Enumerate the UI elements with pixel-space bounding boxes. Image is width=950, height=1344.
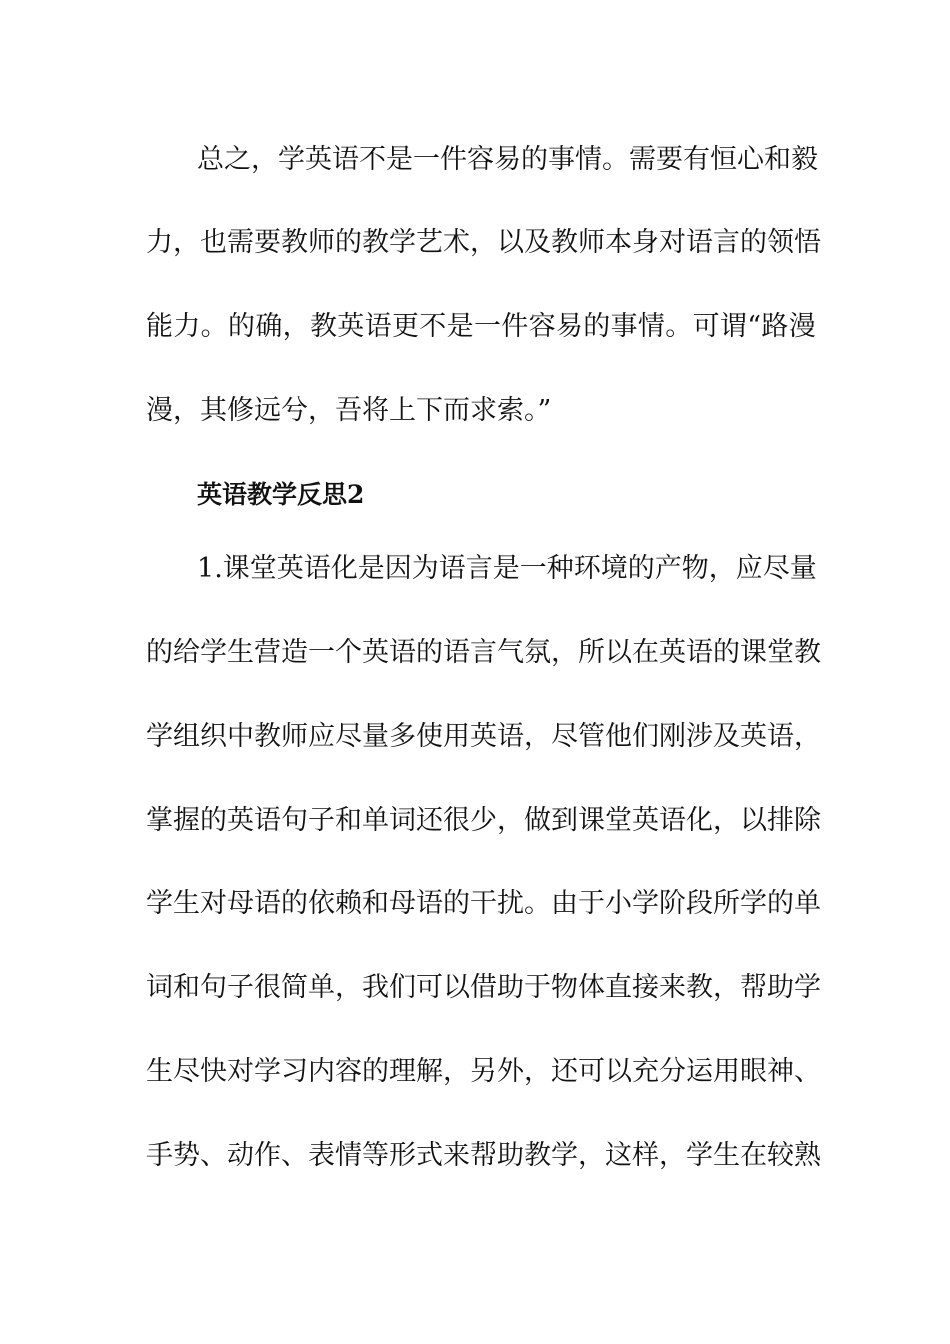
text-glyph: 情 [335, 1140, 362, 1171]
text-glyph: 单 [794, 888, 821, 919]
text-glyph: 1 [197, 553, 215, 584]
text-glyph: 英 [659, 637, 686, 668]
text-glyph: 语 [254, 888, 281, 919]
text-glyph: 涉 [686, 721, 713, 752]
text-glyph: 干 [470, 888, 497, 919]
text-glyph: 还 [416, 805, 443, 836]
paragraph-2-line-7 [146, 1056, 821, 1088]
text-glyph: 尽 [335, 721, 362, 752]
text-glyph: ， [497, 805, 524, 836]
text-glyph: 情 [637, 311, 665, 342]
text-glyph: 我 [362, 972, 389, 1003]
text-glyph: “ [747, 311, 762, 342]
text-glyph: 英 [305, 144, 332, 175]
text-glyph: 量 [362, 721, 389, 752]
text-glyph: 有 [683, 144, 710, 175]
paragraph-2-line-3 [146, 721, 821, 753]
text-glyph: 接 [632, 972, 659, 1003]
text-glyph: 除 [794, 805, 821, 836]
text-glyph: 化 [686, 805, 713, 836]
paragraph-2-line-2 [146, 637, 821, 669]
text-glyph: 小 [605, 888, 632, 919]
text-glyph: 语 [686, 227, 713, 258]
text-glyph: 助 [767, 972, 794, 1003]
text-glyph: 英 [740, 721, 767, 752]
text-glyph: 之 [224, 144, 251, 175]
text-glyph: 不 [419, 311, 447, 342]
text-glyph: 学 [686, 1140, 713, 1171]
text-glyph: 等 [362, 1140, 389, 1171]
text-glyph: 教 [551, 227, 578, 258]
text-glyph: 快 [200, 1056, 227, 1087]
text-glyph: 段 [686, 888, 713, 919]
text-glyph: 理 [389, 1056, 416, 1087]
text-glyph: 为 [411, 553, 439, 584]
paragraph-1-line-2 [146, 227, 821, 259]
text-glyph: 。 [665, 311, 693, 342]
text-glyph: 。 [602, 144, 629, 175]
text-glyph: 化 [330, 553, 358, 584]
text-glyph: 的 [521, 144, 548, 175]
text-glyph: 容 [335, 1056, 362, 1087]
text-glyph: 师 [281, 721, 308, 752]
text-glyph: 确 [255, 311, 283, 342]
text-glyph: 事 [548, 144, 575, 175]
text-glyph: 语 [443, 637, 470, 668]
text-glyph: 所 [578, 637, 605, 668]
text-glyph: 动 [227, 1140, 254, 1171]
text-glyph: 生 [146, 1056, 173, 1087]
text-glyph: 件 [501, 311, 529, 342]
text-glyph: 学 [740, 888, 767, 919]
text-glyph: 、 [794, 1056, 821, 1087]
text-glyph: 是 [492, 553, 520, 584]
text-glyph: ， [551, 637, 578, 668]
text-glyph: 少 [470, 805, 497, 836]
text-glyph: 英 [470, 721, 497, 752]
text-glyph: 以 [605, 1056, 632, 1087]
text-glyph: 解 [416, 1056, 443, 1087]
text-glyph: 境 [600, 553, 628, 584]
paragraph-2-line-5 [146, 888, 821, 920]
text-glyph: 外 [497, 1056, 524, 1087]
text-glyph: 作 [254, 1140, 281, 1171]
text-glyph: 的 [362, 1056, 389, 1087]
text-glyph: ， [794, 721, 821, 752]
text-glyph: 握 [173, 805, 200, 836]
paragraph-2-line-1 [197, 553, 817, 585]
paragraph-1-line-4: 漫，其修远兮，吾将上下而求索。” [146, 395, 552, 426]
text-glyph: 因 [384, 553, 412, 584]
text-glyph: 子 [308, 805, 335, 836]
text-glyph: 需 [629, 144, 656, 175]
text-glyph: 充 [632, 1056, 659, 1087]
text-glyph: 他 [605, 721, 632, 752]
paragraph-1-line-1 [197, 144, 818, 176]
text-glyph: 英 [227, 805, 254, 836]
text-glyph: 多 [389, 721, 416, 752]
text-glyph: 中 [227, 721, 254, 752]
text-glyph: 及 [713, 721, 740, 752]
text-glyph: 的 [740, 227, 767, 258]
text-glyph: 母 [227, 888, 254, 919]
text-glyph: 力 [173, 311, 201, 342]
text-glyph: 所 [713, 888, 740, 919]
text-glyph: 习 [281, 1056, 308, 1087]
section-heading: 英语教学反思2 [197, 480, 365, 509]
text-glyph: 可 [692, 311, 720, 342]
text-glyph: 熟 [794, 1140, 821, 1171]
text-glyph: ， [335, 972, 362, 1003]
text-glyph: 直 [605, 972, 632, 1003]
text-glyph: 教 [524, 1140, 551, 1171]
text-glyph: 阶 [659, 888, 686, 919]
text-glyph: 的 [767, 888, 794, 919]
text-glyph: 语 [364, 311, 392, 342]
text-glyph: 气 [497, 637, 524, 668]
text-glyph: 学 [794, 972, 821, 1003]
text-glyph: 生 [227, 637, 254, 668]
text-glyph: 母 [389, 888, 416, 919]
text-glyph: 是 [386, 144, 413, 175]
text-glyph: 助 [497, 1140, 524, 1171]
text-glyph: 借 [470, 972, 497, 1003]
text-glyph: 以 [740, 805, 767, 836]
text-glyph: 的 [335, 227, 362, 258]
text-glyph: 语 [416, 888, 443, 919]
text-glyph: 由 [551, 888, 578, 919]
paragraph-2-line-4 [146, 805, 821, 837]
text-glyph: 艺 [416, 227, 443, 258]
text-glyph: 体 [578, 972, 605, 1003]
text-glyph: 学 [632, 888, 659, 919]
text-glyph: 很 [443, 805, 470, 836]
text-glyph: 学 [389, 227, 416, 258]
text-glyph: 助 [497, 972, 524, 1003]
text-glyph: 单 [308, 972, 335, 1003]
text-glyph: 帮 [740, 972, 767, 1003]
text-glyph: 很 [254, 972, 281, 1003]
text-glyph: 需 [227, 227, 254, 258]
text-glyph: ， [713, 805, 740, 836]
text-glyph: 学 [200, 637, 227, 668]
text-glyph: 掌 [146, 805, 173, 836]
text-glyph: 语 [767, 721, 794, 752]
text-glyph: 简 [281, 972, 308, 1003]
text-glyph: 件 [440, 144, 467, 175]
text-glyph: 这 [605, 1140, 632, 1171]
text-glyph: 的 [627, 553, 655, 584]
text-glyph: 学 [146, 721, 173, 752]
text-glyph: 课 [578, 805, 605, 836]
text-glyph: 语 [389, 637, 416, 668]
text-glyph: 悟 [794, 227, 821, 258]
text-glyph: 以 [443, 972, 470, 1003]
text-glyph: 还 [551, 1056, 578, 1087]
text-glyph: 的 [416, 637, 443, 668]
text-glyph: 词 [146, 972, 173, 1003]
text-glyph: 排 [767, 805, 794, 836]
text-glyph: 刚 [659, 721, 686, 752]
text-glyph: 对 [200, 888, 227, 919]
text-glyph: 更 [391, 311, 419, 342]
text-glyph: 管 [578, 721, 605, 752]
text-glyph: 能 [146, 311, 173, 342]
text-glyph: 生 [713, 1140, 740, 1171]
text-glyph: 易 [555, 311, 583, 342]
text-glyph: 言 [470, 637, 497, 668]
text-glyph: ， [282, 311, 310, 342]
text-glyph: 术 [443, 227, 470, 258]
text-glyph: 来 [443, 1140, 470, 1171]
text-glyph: 眼 [740, 1056, 767, 1087]
text-glyph: 力 [146, 227, 173, 258]
text-glyph: 和 [335, 805, 362, 836]
text-glyph: 对 [659, 227, 686, 258]
text-glyph: 词 [389, 805, 416, 836]
text-glyph: 尽 [173, 1056, 200, 1087]
text-glyph: 一 [473, 311, 501, 342]
text-glyph: 势 [173, 1140, 200, 1171]
text-glyph: 教 [309, 311, 337, 342]
text-glyph: 以 [605, 637, 632, 668]
text-glyph: 们 [632, 721, 659, 752]
text-glyph: 量 [789, 553, 817, 584]
text-glyph: 依 [308, 888, 335, 919]
text-glyph: 的 [583, 311, 611, 342]
text-glyph: 内 [308, 1056, 335, 1087]
text-glyph: 应 [735, 553, 763, 584]
text-glyph: ， [470, 227, 497, 258]
text-glyph: 事 [610, 311, 638, 342]
text-glyph: 尽 [551, 721, 578, 752]
text-glyph: 式 [416, 1140, 443, 1171]
text-glyph: 路 [761, 311, 789, 342]
text-glyph: 单 [362, 805, 389, 836]
text-glyph: 到 [551, 805, 578, 836]
text-glyph: 要 [656, 144, 683, 175]
text-glyph: 分 [659, 1056, 686, 1087]
text-glyph: 恒 [710, 144, 737, 175]
text-glyph: ， [524, 1056, 551, 1087]
text-glyph: 语 [686, 637, 713, 668]
text-glyph: 组 [173, 721, 200, 752]
text-glyph: 物 [681, 553, 709, 584]
text-glyph: 语 [332, 144, 359, 175]
text-glyph: 堂 [767, 637, 794, 668]
text-glyph: 给 [173, 637, 200, 668]
text-glyph: 教 [281, 227, 308, 258]
text-glyph: 不 [359, 144, 386, 175]
text-glyph: 课 [222, 553, 250, 584]
text-glyph: 和 [173, 972, 200, 1003]
text-glyph: 在 [632, 637, 659, 668]
text-glyph: 毅 [791, 144, 818, 175]
text-glyph: 形 [389, 1140, 416, 1171]
text-glyph: 于 [578, 888, 605, 919]
text-glyph: 堂 [605, 805, 632, 836]
text-glyph: 一 [308, 637, 335, 668]
text-glyph: 用 [443, 721, 470, 752]
text-glyph: 用 [713, 1056, 740, 1087]
text-glyph: ， [173, 227, 200, 258]
text-glyph: 句 [200, 972, 227, 1003]
text-glyph: 生 [173, 888, 200, 919]
text-glyph: 也 [200, 227, 227, 258]
text-glyph: 语 [303, 553, 331, 584]
text-glyph: 的 [443, 888, 470, 919]
text-glyph: 言 [713, 227, 740, 258]
text-glyph: 学 [146, 888, 173, 919]
text-glyph: 种 [546, 553, 574, 584]
text-glyph: 个 [335, 637, 362, 668]
text-glyph: 本 [605, 227, 632, 258]
text-glyph: 容 [467, 144, 494, 175]
text-glyph: 应 [308, 721, 335, 752]
text-glyph: 堂 [249, 553, 277, 584]
text-glyph: ， [251, 144, 278, 175]
text-glyph: 对 [227, 1056, 254, 1087]
paragraph-2-line-6 [146, 972, 821, 1004]
text-glyph: 语 [497, 721, 524, 752]
text-glyph: 语 [659, 805, 686, 836]
text-glyph: 表 [308, 1140, 335, 1171]
text-glyph: 语 [438, 553, 466, 584]
text-glyph: 织 [200, 721, 227, 752]
paragraph-1-line-3 [146, 311, 816, 343]
text-glyph: 学 [278, 144, 305, 175]
text-glyph: 语 [254, 805, 281, 836]
text-glyph: ， [659, 1140, 686, 1171]
text-glyph: 易 [494, 144, 521, 175]
text-glyph: 。 [524, 888, 551, 919]
text-glyph: 物 [551, 972, 578, 1003]
text-glyph: 身 [632, 227, 659, 258]
text-glyph: 可 [578, 1056, 605, 1087]
text-glyph: 漫 [788, 311, 816, 342]
text-glyph: 赖 [335, 888, 362, 919]
text-glyph: 课 [740, 637, 767, 668]
text-glyph: 心 [737, 144, 764, 175]
text-glyph: 的 [227, 311, 255, 342]
text-glyph: 的 [281, 888, 308, 919]
text-glyph: ， [443, 1056, 470, 1087]
text-glyph: 领 [767, 227, 794, 258]
paragraph-2-line-8 [146, 1140, 821, 1172]
text-glyph: 来 [659, 972, 686, 1003]
text-glyph: 营 [254, 637, 281, 668]
text-glyph: 。 [200, 311, 228, 342]
text-glyph: 英 [276, 553, 304, 584]
text-glyph: 教 [794, 637, 821, 668]
text-glyph: 运 [686, 1056, 713, 1087]
text-glyph: 和 [362, 888, 389, 919]
text-glyph: 的 [200, 805, 227, 836]
text-glyph: 学 [254, 1056, 281, 1087]
text-glyph: 另 [470, 1056, 497, 1087]
text-glyph: ， [713, 972, 740, 1003]
text-glyph: 谓 [719, 311, 747, 342]
text-glyph: 帮 [470, 1140, 497, 1171]
text-glyph: 及 [524, 227, 551, 258]
text-glyph: 扰 [497, 888, 524, 919]
text-glyph: 在 [740, 1140, 767, 1171]
text-glyph: 情 [575, 144, 602, 175]
text-glyph: 英 [362, 637, 389, 668]
text-glyph: 容 [528, 311, 556, 342]
text-glyph: 英 [337, 311, 365, 342]
text-glyph: 一 [413, 144, 440, 175]
text-glyph: 的 [713, 637, 740, 668]
text-glyph: 尽 [762, 553, 790, 584]
text-glyph: 氛 [524, 637, 551, 668]
text-glyph: 环 [573, 553, 601, 584]
text-glyph: 教 [686, 972, 713, 1003]
text-glyph: 手 [146, 1140, 173, 1171]
text-glyph: 句 [281, 805, 308, 836]
text-glyph: 造 [281, 637, 308, 668]
text-glyph: 产 [654, 553, 682, 584]
text-glyph: 、 [281, 1140, 308, 1171]
text-glyph: ， [708, 553, 736, 584]
text-glyph: . [214, 553, 223, 584]
text-glyph: 、 [200, 1140, 227, 1171]
text-glyph: 使 [416, 721, 443, 752]
text-glyph: ， [524, 721, 551, 752]
text-glyph: 于 [524, 972, 551, 1003]
text-glyph: ， [578, 1140, 605, 1171]
text-glyph: 总 [197, 144, 224, 175]
text-glyph: 教 [254, 721, 281, 752]
text-glyph: 学 [551, 1140, 578, 1171]
text-glyph: 可 [416, 972, 443, 1003]
text-glyph: 教 [362, 227, 389, 258]
text-glyph: 以 [497, 227, 524, 258]
text-glyph: 英 [632, 805, 659, 836]
text-glyph: 要 [254, 227, 281, 258]
text-glyph: 师 [578, 227, 605, 258]
text-glyph: 较 [767, 1140, 794, 1171]
text-glyph: 的 [146, 637, 173, 668]
text-glyph: 做 [524, 805, 551, 836]
text-glyph: 言 [465, 553, 493, 584]
text-glyph: 神 [767, 1056, 794, 1087]
text-glyph: 样 [632, 1140, 659, 1171]
text-glyph: 子 [227, 972, 254, 1003]
text-glyph: 是 [357, 553, 385, 584]
text-glyph: 和 [764, 144, 791, 175]
text-glyph: 们 [389, 972, 416, 1003]
text-glyph: 师 [308, 227, 335, 258]
text-glyph: 一 [519, 553, 547, 584]
text-glyph: 是 [446, 311, 474, 342]
